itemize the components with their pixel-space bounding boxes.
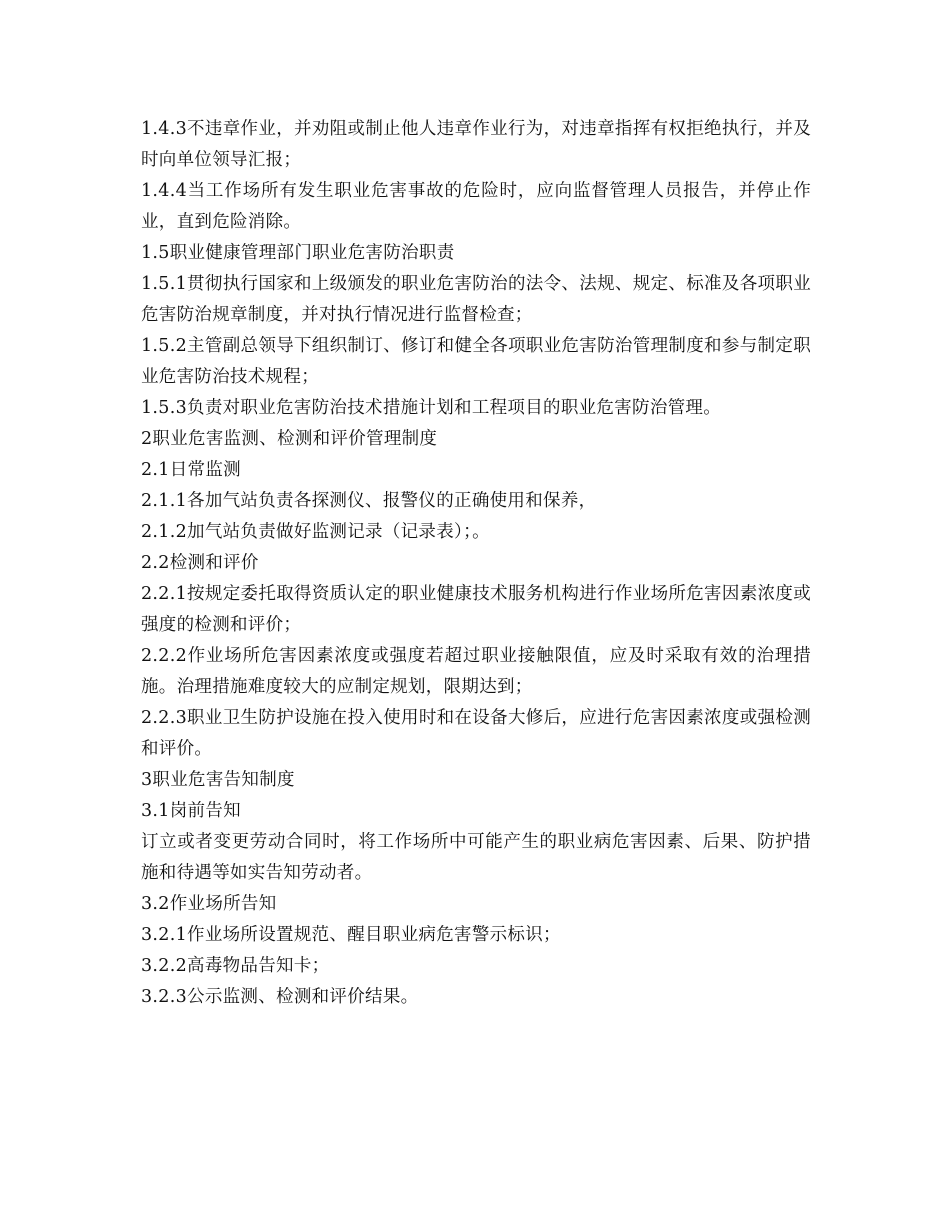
- paragraph-3-2-3: 3.2.3公示监测、检测和评价结果。: [141, 987, 419, 1007]
- heading-1-5: 1.5职业健康管理部门职业危害防治职责: [141, 243, 455, 263]
- paragraph-1-5-3: 1.5.3负责对职业危害防治技术措施计划和工程项目的职业危害防治管理。: [141, 398, 722, 418]
- paragraph-1-4-3: 1.4.3不违章作业，并劝阻或制止他人违章作业行为，对违章指挥有权拒绝执行，并及时向单位领导汇报；: [141, 119, 811, 170]
- document-body: [141, 114, 811, 1013]
- paragraph-3-2-2: 3.2.2高毒物品告知卡；: [141, 956, 330, 976]
- paragraph-1-4-4: 1.4.4当工作场所有发生职业危害事故的危险时，应向监督管理人员报告，并停止作业，直到危险消除。: [141, 181, 811, 232]
- heading-3-1: 3.1岗前告知: [141, 801, 241, 821]
- paragraph-2-2-3: 2.2.3职业卫生防护设施在投入使用时和在设备大修后，应进行危害因素浓度或强检测和评价。: [141, 708, 811, 759]
- heading-2-1: 2.1日常监测: [141, 460, 241, 480]
- paragraph-2-1-1: 2.1.1各加气站负责各探测仪、报警仪的正确使用和保养，: [141, 491, 597, 511]
- paragraph-2-1-2: 2.1.2加气站负责做好监测记录（记录表）；。: [141, 522, 490, 542]
- paragraph-3-2-1: 3.2.1作业场所设置规范、醒目职业病危害警示标识；: [141, 925, 561, 945]
- paragraph-2-2-2: 2.2.2作业场所危害因素浓度或强度若超过职业接触限值，应及时采取有效的治理措施。治理措施难度较大的应制定规划，限期达到；: [141, 646, 811, 697]
- paragraph-2-2-1: 2.2.1按规定委托取得资质认定的职业健康技术服务机构进行作业场所危害因素浓度或强度的检测和评价；: [141, 584, 811, 635]
- heading-3-2: 3.2作业场所告知: [141, 894, 277, 914]
- paragraph-1-5-2: 1.5.2主管副总领导下组织制订、修订和健全各项职业危害防治管理制度和参与制定职业危害防治技术规程；: [141, 336, 811, 387]
- heading-3: 3职业危害告知制度: [141, 770, 295, 790]
- heading-2: 2职业危害监测、检测和评价管理制度: [141, 429, 438, 449]
- heading-2-2: 2.2检测和评价: [141, 553, 259, 573]
- paragraph-1-5-1: 1.5.1贯彻执行国家和上级颁发的职业危害防治的法令、法规、规定、标准及各项职业危害防治规章制度，并对执行情况进行监督检查；: [141, 274, 811, 325]
- paragraph-3-1-body: 订立或者变更劳动合同时，将工作场所中可能产生的职业病危害因素、后果、防护措施和待遇等如实告知劳动者。: [141, 832, 811, 883]
